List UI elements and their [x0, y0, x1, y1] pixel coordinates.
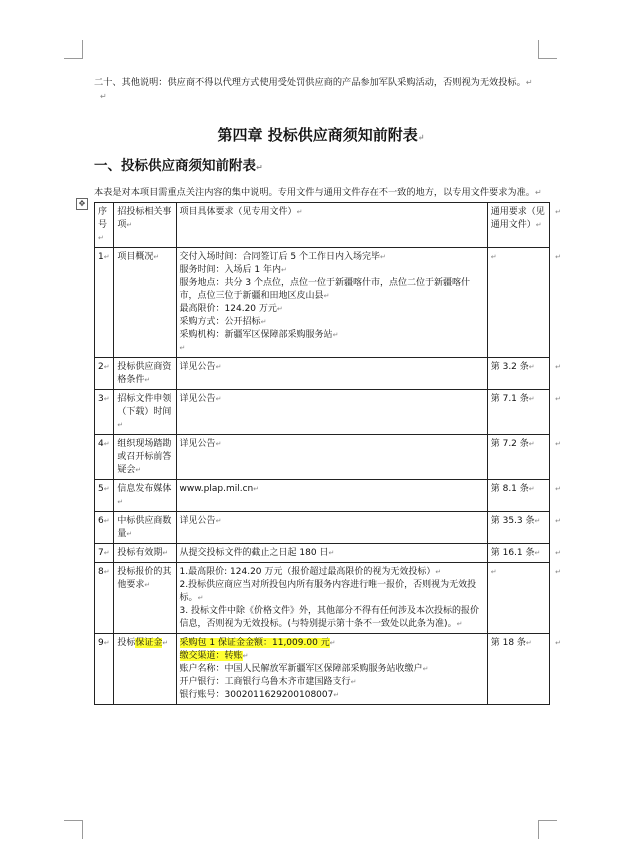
cell-mark-icon: ↵ — [103, 639, 110, 647]
row-end-mark-icon: ↵ — [555, 485, 561, 493]
cell-general-text: 第 16.1 条 — [490, 548, 535, 558]
cell-mark-icon: ↵ — [103, 517, 110, 525]
cell-item-text: 投标报价的其他要求 — [117, 567, 172, 590]
table-row — [95, 358, 550, 390]
cell-mark-icon: ↵ — [260, 318, 267, 326]
row-end-mark-icon: ↵ — [555, 568, 561, 576]
cell-mark-icon: ↵ — [144, 376, 151, 384]
cell-mark-icon: ↵ — [117, 498, 124, 506]
cell-mark-icon: ↵ — [162, 639, 169, 647]
cell-requirement — [176, 512, 487, 544]
cell-mark-icon: ↵ — [197, 594, 204, 602]
cell-general-text: 第 35.3 条 — [490, 516, 535, 526]
chapter-title-text: 第四章 投标供应商须知前附表 — [217, 126, 418, 144]
cell-requirement — [176, 563, 487, 634]
cell-no — [95, 435, 114, 480]
cell-mark-icon: ↵ — [242, 652, 249, 660]
cell-mark-icon: ↵ — [253, 485, 260, 493]
row-end-mark-icon: ↵ — [555, 639, 561, 647]
cell-mark-icon: ↵ — [215, 395, 222, 403]
cell-mark-icon: ↵ — [329, 639, 336, 647]
cell-item — [114, 480, 176, 512]
table-row — [95, 390, 550, 435]
requirement-line — [180, 483, 484, 496]
cell-mark-icon: ↵ — [422, 665, 429, 673]
row-end-mark-icon: ↵ — [555, 253, 561, 261]
table-wrapper — [78, 199, 561, 705]
cell-item — [114, 634, 176, 705]
header-general — [487, 203, 561, 248]
requirement-line-text: 2.投标供应商应当对所投包内所有服务内容进行唯一报价，否则视为无效投标。 — [179, 580, 477, 603]
cell-mark-icon: ↵ — [103, 363, 110, 371]
cell-requirement — [176, 634, 487, 705]
empty-paragraph — [100, 90, 548, 104]
cell-requirement — [176, 390, 487, 435]
cell-mark-icon: ↵ — [98, 234, 104, 242]
requirement-line-text: 详见公告 — [179, 362, 216, 372]
intro-text: 本表是对本项目需重点关注内容的集中说明。专用文件与通用文件存在不一致的地方，以专用文件要求为准。 — [94, 187, 535, 198]
cell-mark-icon: ↵ — [276, 305, 283, 313]
table-row — [95, 544, 550, 563]
requirement-line-text: 交付入场时间：合同签订后 5 个工作日内入场完毕 — [179, 252, 380, 262]
cell-item — [114, 544, 176, 563]
cell-mark-icon: ↵ — [126, 530, 133, 538]
cell-no-text: 9 — [98, 638, 104, 648]
cell-mark-icon: ↵ — [333, 691, 340, 699]
row-end-mark-icon: ↵ — [555, 395, 561, 403]
cell-mark-icon: ↵ — [328, 549, 335, 557]
header-general-text: 通用要求（见通用文件） — [490, 207, 545, 230]
cell-general-text: 第 8.1 条 — [490, 484, 529, 494]
cell-no — [95, 390, 114, 435]
cell-item-text: 项目概况 — [117, 252, 154, 262]
cell-general — [487, 248, 561, 358]
cell-item-text: 招标文件申领（下载）时间 — [117, 394, 172, 417]
cell-item — [114, 248, 176, 358]
cell-general — [487, 435, 561, 480]
cell-mark-icon: ↵ — [103, 485, 110, 493]
table-move-handle-icon[interactable]: ✥ — [76, 198, 88, 210]
requirement-line — [180, 579, 484, 605]
cell-general — [487, 544, 561, 563]
cell-mark-icon: ↵ — [117, 421, 124, 429]
cell-mark-icon: ↵ — [456, 620, 463, 628]
chapter-title — [94, 126, 548, 146]
requirement-line-text: 详见公告 — [179, 439, 216, 449]
cell-mark-icon: ↵ — [153, 253, 160, 261]
cell-general-text: 第 7.2 条 — [490, 439, 529, 449]
cell-no — [95, 480, 114, 512]
cell-mark-icon: ↵ — [162, 549, 169, 557]
cell-general — [487, 512, 561, 544]
cell-mark-icon: ↵ — [528, 485, 535, 493]
requirement-line-text: 开户银行：工商银行乌鲁木齐市建国路支行 — [179, 677, 351, 687]
requirement-line — [180, 277, 484, 303]
requirement-line-text: 服务时间：入场后 1 年内 — [179, 265, 281, 275]
cell-no-text: 6 — [98, 516, 104, 526]
cell-general — [487, 390, 561, 435]
cell-no-text: 7 — [98, 548, 104, 558]
requirement-line — [180, 393, 484, 406]
cell-item-text: 投标 — [117, 638, 136, 648]
table-body — [95, 203, 561, 705]
requirement-line — [180, 316, 484, 329]
cell-no — [95, 248, 114, 358]
requirement-line — [180, 515, 484, 528]
cell-general — [487, 563, 561, 634]
cell-mark-icon: ↵ — [490, 568, 497, 576]
requirement-line — [180, 663, 484, 676]
paragraph-mark-icon: ↵ — [535, 188, 542, 197]
cell-item-highlight: 保证金 — [135, 638, 163, 648]
cell-mark-icon: ↵ — [323, 292, 330, 300]
header-requirement-text: 项目具体要求（见专用文件） — [179, 207, 297, 217]
cell-mark-icon: ↵ — [296, 208, 303, 216]
requirement-line — [180, 547, 484, 560]
top-paragraph — [94, 76, 548, 90]
cell-mark-icon: ↵ — [535, 221, 542, 229]
header-item-text: 招投标相关事项 — [117, 207, 172, 230]
cell-no — [95, 544, 114, 563]
document-page — [78, 76, 561, 705]
header-item — [114, 203, 176, 248]
crop-mark-bottom-right — [538, 820, 557, 839]
cell-mark-icon: ↵ — [215, 363, 222, 371]
cell-general-text: 第 18 条 — [490, 638, 526, 648]
cell-general — [487, 634, 561, 705]
cell-no-text: 3 — [98, 394, 104, 404]
section-title-text: 一、投标供应商须知前附表 — [94, 158, 256, 174]
paragraph-mark-icon: ↵ — [417, 132, 425, 142]
cell-item — [114, 563, 176, 634]
cell-mark-icon: ↵ — [534, 517, 541, 525]
requirement-line-text: 详见公告 — [179, 394, 216, 404]
cell-mark-icon: ↵ — [103, 549, 110, 557]
header-requirement — [176, 203, 487, 248]
row-end-mark-icon: ↵ — [555, 517, 561, 525]
requirement-line — [180, 251, 484, 264]
cell-mark-icon: ↵ — [135, 466, 142, 474]
cell-item-text: 信息发布媒体 — [117, 484, 172, 494]
paragraph-mark-icon: ↵ — [525, 78, 533, 87]
cell-general — [487, 480, 561, 512]
requirement-line-text: 采购机构：新疆军区保障部采购服务站 — [179, 330, 333, 340]
paragraph-mark-icon: ↵ — [256, 163, 263, 172]
cell-no-text: 4 — [98, 439, 104, 449]
cell-general-text: 第 7.1 条 — [490, 394, 529, 404]
requirement-line-text: www.plap.mil.cn — [179, 484, 254, 494]
crop-mark-top-right — [538, 40, 557, 59]
cell-no — [95, 512, 114, 544]
cell-requirement — [176, 544, 487, 563]
cell-no — [95, 634, 114, 705]
table-header-row — [95, 203, 550, 248]
cell-mark-icon: ↵ — [103, 395, 110, 403]
header-no-text: 序号 — [98, 207, 108, 230]
cell-mark-icon: ↵ — [215, 517, 222, 525]
crop-mark-top-left — [64, 40, 83, 59]
requirement-line — [180, 329, 484, 342]
cell-mark-icon: ↵ — [103, 440, 110, 448]
cell-no-text: 8 — [98, 567, 104, 577]
cell-mark-icon: ↵ — [528, 395, 535, 403]
requirement-line-text: 3. 投标文件中除《价格文件》外，其他部分不得有任何涉及本次投标的报价信息，否则视为无效投标。(与特别提示第十条不一致处以此条为准)。 — [179, 606, 479, 629]
intro-paragraph — [94, 186, 548, 200]
cell-mark-icon: ↵ — [435, 568, 442, 576]
row-end-mark-icon: ↵ — [555, 549, 561, 557]
table-row — [95, 480, 550, 512]
cell-item-text: 组织现场踏勘或召开标前答疑会 — [117, 439, 172, 475]
table-row — [95, 634, 550, 705]
cell-requirement — [176, 358, 487, 390]
cell-general-text: 第 3.2 条 — [490, 362, 529, 372]
requirement-highlight-text: 缴交渠道：转账 — [179, 651, 243, 661]
cell-item-text: 投标供应商资格条件 — [117, 362, 172, 385]
cell-mark-icon: ↵ — [528, 440, 535, 448]
cell-mark-icon: ↵ — [534, 549, 541, 557]
cell-mark-icon: ↵ — [380, 253, 386, 261]
requirement-line — [180, 342, 484, 355]
cell-mark-icon: ↵ — [525, 639, 532, 647]
cell-mark-icon: ↵ — [126, 221, 133, 229]
cell-mark-icon: ↵ — [350, 678, 357, 686]
table-row — [95, 248, 550, 358]
requirement-line — [180, 689, 484, 702]
cell-no — [95, 358, 114, 390]
section-title — [94, 158, 548, 176]
requirement-line — [180, 566, 484, 579]
cell-item — [114, 435, 176, 480]
requirement-line-text: 采购方式：公开招标 — [179, 317, 261, 327]
requirement-line — [180, 438, 484, 451]
row-end-mark-icon: ↵ — [555, 440, 561, 448]
requirement-line — [180, 361, 484, 374]
cell-mark-icon: ↵ — [332, 331, 339, 339]
cell-mark-icon: ↵ — [215, 440, 222, 448]
cell-mark-icon: ↵ — [179, 344, 186, 352]
cell-mark-icon: ↵ — [490, 253, 497, 261]
header-no — [95, 203, 114, 248]
requirement-line — [180, 676, 484, 689]
cell-no-text: 1 — [98, 252, 104, 262]
cell-general — [487, 358, 561, 390]
crop-mark-bottom-left — [64, 820, 83, 839]
cell-mark-icon: ↵ — [103, 568, 110, 576]
cell-mark-icon: ↵ — [103, 253, 110, 261]
cell-item-text: 中标供应商数量 — [117, 516, 172, 539]
requirement-line-text: 银行账号：3002011629200108007 — [179, 690, 334, 700]
requirement-line-text: 账户名称：中国人民解放军新疆军区保障部采购服务站收缴户 — [179, 664, 423, 674]
paragraph-mark-icon: ↵ — [100, 92, 107, 101]
row-end-mark-icon: ↵ — [555, 208, 561, 216]
requirement-line-text: 1.最高限价: 124.20 万元（报价超过最高限价的视为无效投标） — [179, 567, 436, 577]
cell-mark-icon: ↵ — [281, 266, 287, 274]
notice-table — [94, 202, 561, 705]
cell-mark-icon: ↵ — [144, 581, 151, 589]
table-row — [95, 512, 550, 544]
requirement-line — [180, 264, 484, 277]
requirement-line-text: 从提交投标文件的截止之日起 180 日 — [179, 548, 329, 558]
table-row — [95, 435, 550, 480]
cell-item-text: 投标有效期 — [117, 548, 163, 558]
cell-no-text: 5 — [98, 484, 104, 494]
cell-mark-icon: ↵ — [528, 363, 535, 371]
cell-requirement — [176, 480, 487, 512]
requirement-line — [180, 303, 484, 316]
requirement-line-text: 服务地点：共分 3 个点位，点位一位于新疆喀什市，点位二位于新疆喀什市，点位三位于新疆和田地区皮山县 — [179, 278, 470, 301]
top-paragraph-text: 二十、其他说明：供应商不得以代理方式使用受处罚供应商的产品参加军队采购活动，否则视为无效投标。 — [94, 77, 526, 88]
requirement-line-text: 详见公告 — [179, 516, 216, 526]
requirement-line — [180, 650, 484, 663]
cell-requirement — [176, 435, 487, 480]
requirement-line-text: 最高限价：124.20 万元 — [179, 304, 277, 314]
cell-item — [114, 358, 176, 390]
cell-no-text: 2 — [98, 362, 104, 372]
row-end-mark-icon: ↵ — [555, 363, 561, 371]
cell-item — [114, 390, 176, 435]
requirement-highlight-text: 采购包 1 保证金金额：11,009.00 元 — [179, 638, 330, 648]
cell-requirement — [176, 248, 487, 358]
cell-no — [95, 563, 114, 634]
table-row — [95, 563, 550, 634]
requirement-line — [180, 605, 484, 631]
cell-item — [114, 512, 176, 544]
requirement-line — [180, 637, 484, 650]
